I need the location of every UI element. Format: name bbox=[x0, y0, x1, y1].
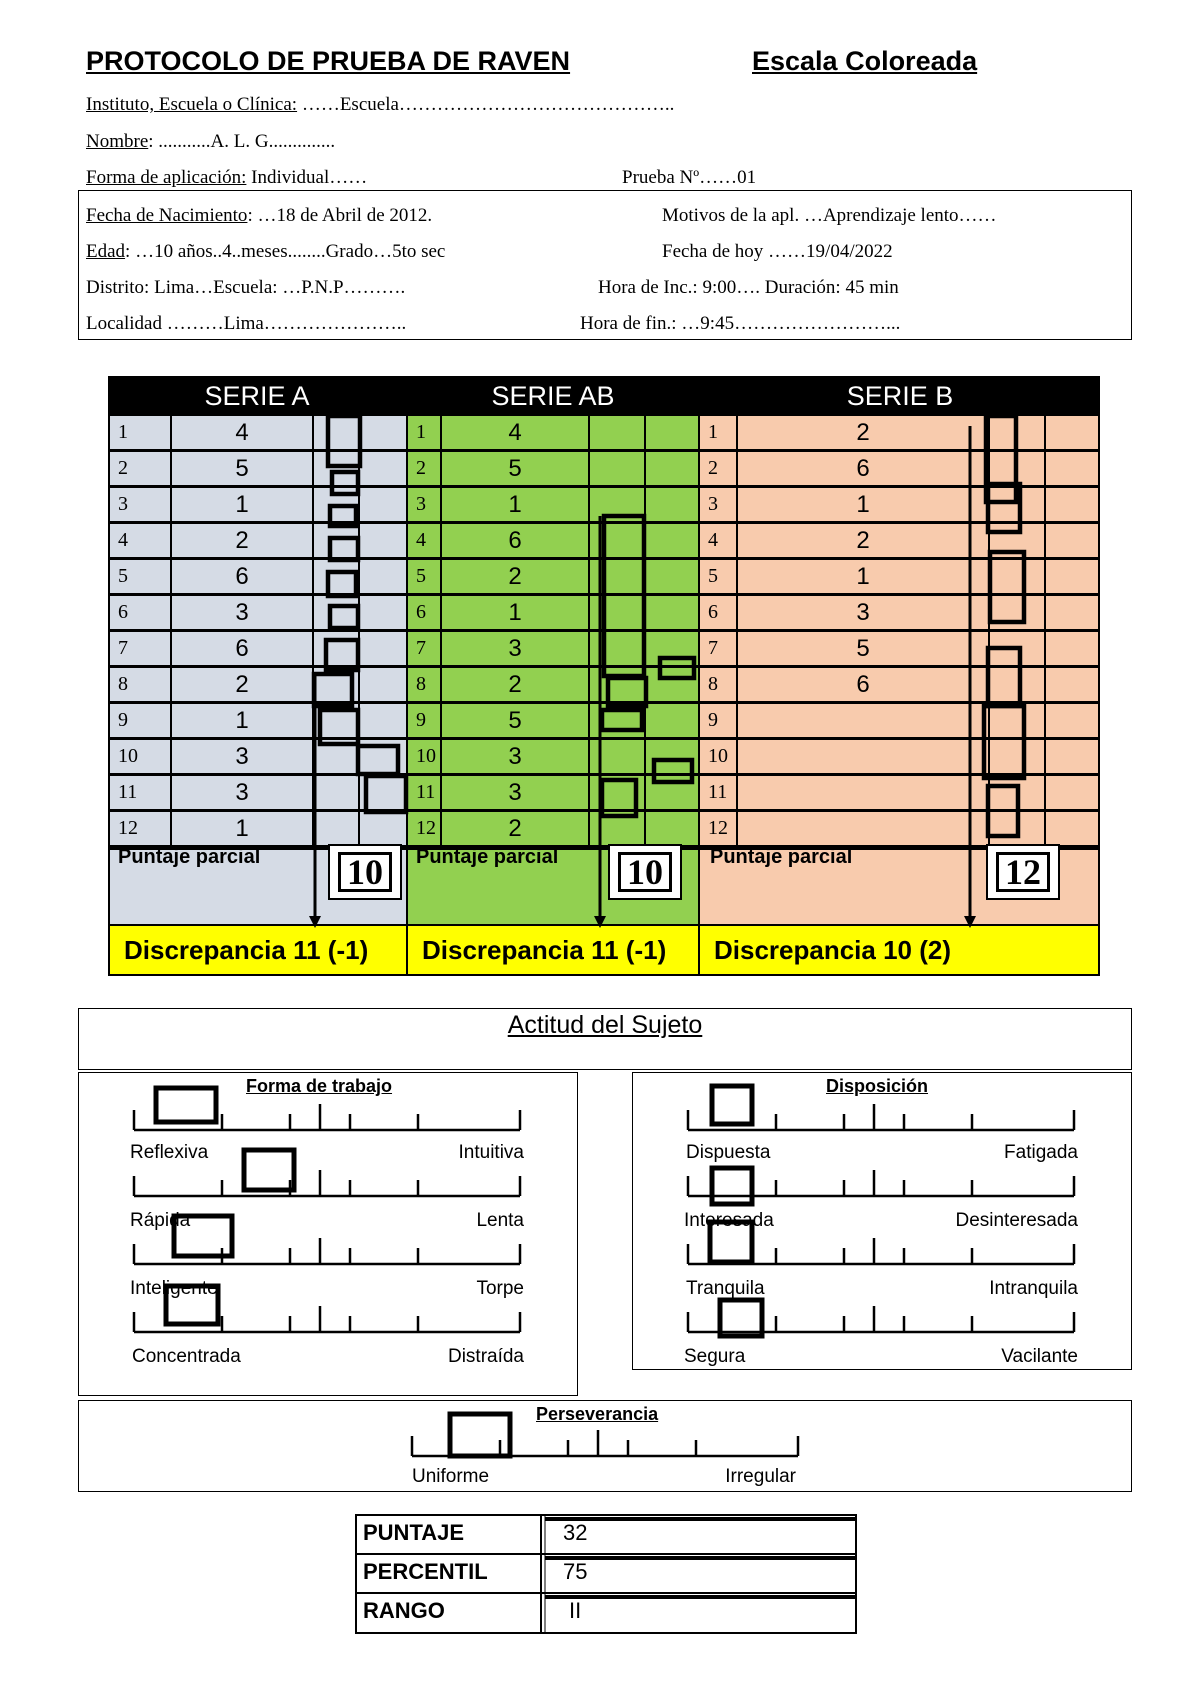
item-answer: 2 bbox=[442, 668, 588, 701]
institute-value: ……Escuela…………………………………….. bbox=[297, 94, 675, 115]
item-answer: 6 bbox=[738, 452, 988, 485]
item-number: 5 bbox=[110, 560, 170, 593]
scale-line bbox=[688, 1306, 1074, 1332]
series-a-discrepancy: Discrepancia 11 (-1) bbox=[110, 926, 406, 974]
series-a-score: 10 bbox=[338, 852, 392, 892]
form-label: Forma de aplicación: bbox=[86, 167, 247, 188]
series-ab-partial-label: Puntaje parcial bbox=[416, 846, 559, 868]
item-number: 6 bbox=[700, 596, 736, 629]
scale-right-label: Lenta bbox=[476, 1210, 524, 1231]
age-label: Edad bbox=[86, 241, 126, 262]
item-answer: 5 bbox=[442, 452, 588, 485]
selection-mark bbox=[720, 1300, 762, 1336]
disposition-title: Disposición bbox=[826, 1076, 929, 1096]
age-value: : …10 años..4..meses........Grado…5to sec bbox=[125, 241, 446, 262]
test-number: Prueba Nº……01 bbox=[622, 167, 757, 188]
series-a-partial-label: Puntaje parcial bbox=[118, 846, 261, 868]
result-label: RANGO bbox=[363, 1598, 445, 1623]
name-label: Nombre bbox=[86, 131, 149, 152]
scale-line bbox=[412, 1430, 798, 1456]
series-b-discrepancy: Discrepancia 10 (2) bbox=[700, 926, 1098, 974]
form-value: Individual…… bbox=[246, 167, 368, 188]
item-answer: 4 bbox=[442, 416, 588, 449]
result-table bbox=[355, 1514, 857, 1634]
item-number: 6 bbox=[110, 596, 170, 629]
selection-mark bbox=[244, 1150, 294, 1190]
item-answer: 3 bbox=[172, 596, 312, 629]
scale-right-label: Fatigada bbox=[1004, 1142, 1078, 1163]
item-answer: 5 bbox=[738, 632, 988, 665]
district-line: Distrito: Lima…Escuela: …P.N.P………. bbox=[86, 277, 406, 298]
series-a-header: SERIE A bbox=[204, 381, 310, 411]
series-b-score: 12 bbox=[996, 852, 1050, 892]
item-answer: 6 bbox=[172, 560, 312, 593]
scale-line bbox=[688, 1170, 1074, 1196]
item-number: 2 bbox=[700, 452, 736, 485]
item-answer: 2 bbox=[172, 668, 312, 701]
item-number: 6 bbox=[408, 596, 440, 629]
start-time-line: Hora de Inc.: 9:00…. Duración: 45 min bbox=[598, 277, 899, 298]
scale-line bbox=[134, 1306, 520, 1332]
item-number: 12 bbox=[408, 812, 440, 845]
selection-mark bbox=[156, 1088, 216, 1122]
item-number: 9 bbox=[110, 704, 170, 737]
scale-left-label: Dispuesta bbox=[686, 1142, 771, 1163]
item-number: 8 bbox=[408, 668, 440, 701]
item-answer: 3 bbox=[738, 596, 988, 629]
selection-mark bbox=[174, 1216, 232, 1256]
scale-line bbox=[134, 1238, 520, 1264]
item-answer: 5 bbox=[442, 704, 588, 737]
today-line: Fecha de hoy ……19/04/2022 bbox=[662, 241, 893, 262]
scale-left-label: Reflexiva bbox=[130, 1142, 209, 1163]
item-number: 4 bbox=[408, 524, 440, 557]
selection-mark bbox=[166, 1286, 218, 1324]
item-number: 5 bbox=[408, 560, 440, 593]
institute-label: Instituto, Escuela o Clínica: bbox=[86, 94, 298, 115]
item-answer: 1 bbox=[442, 596, 588, 629]
selection-mark bbox=[712, 1168, 752, 1204]
series-ab-score: 10 bbox=[618, 852, 672, 892]
scale-left-label: Segura bbox=[684, 1346, 746, 1367]
scale-right-label: Torpe bbox=[476, 1278, 524, 1299]
item-answer: 1 bbox=[172, 812, 312, 845]
item-number: 7 bbox=[110, 632, 170, 665]
item-number: 7 bbox=[408, 632, 440, 665]
scale-left-label: Rápida bbox=[130, 1210, 191, 1231]
item-number: 9 bbox=[700, 704, 736, 737]
item-number: 2 bbox=[110, 452, 170, 485]
scale-right-label: Intuitiva bbox=[458, 1142, 524, 1163]
item-answer: 1 bbox=[442, 488, 588, 521]
scale-title: Escala Coloreada bbox=[752, 46, 978, 76]
item-answer: 2 bbox=[442, 812, 588, 845]
item-number: 11 bbox=[408, 776, 440, 809]
perseverance-title: Perseverancia bbox=[536, 1404, 659, 1424]
item-answer: 3 bbox=[172, 740, 312, 773]
series-ab-header: SERIE AB bbox=[491, 381, 615, 411]
item-answer: 2 bbox=[172, 524, 312, 557]
birth-value: : …18 de Abril de 2012. bbox=[247, 205, 433, 226]
item-number: 5 bbox=[700, 560, 736, 593]
item-number: 10 bbox=[408, 740, 440, 773]
item-number: 10 bbox=[110, 740, 170, 773]
result-value: II bbox=[569, 1598, 582, 1623]
item-number: 11 bbox=[110, 776, 170, 809]
selection-mark bbox=[712, 1086, 752, 1124]
item-number: 12 bbox=[700, 812, 736, 845]
scale-left-label: Uniforme bbox=[412, 1466, 490, 1487]
scale-line bbox=[134, 1104, 520, 1130]
series-b-partial-label: Puntaje parcial bbox=[710, 846, 853, 868]
scale-right-label: Irregular bbox=[725, 1466, 796, 1487]
item-answer: 3 bbox=[442, 632, 588, 665]
scale-right-label: Intranquila bbox=[989, 1278, 1078, 1299]
item-answer: 2 bbox=[442, 560, 588, 593]
name-value: : ...........A. L. G.............. bbox=[148, 131, 336, 152]
result-label: PUNTAJE bbox=[363, 1520, 465, 1545]
scale-left-label: Inteligente bbox=[130, 1278, 218, 1299]
item-answer: 2 bbox=[738, 524, 988, 557]
work-title: Forma de trabajo bbox=[246, 1076, 393, 1096]
item-number: 10 bbox=[700, 740, 736, 773]
scale-line bbox=[134, 1170, 520, 1196]
item-answer: 6 bbox=[738, 668, 988, 701]
item-number: 9 bbox=[408, 704, 440, 737]
selection-mark bbox=[710, 1222, 752, 1262]
item-answer: 6 bbox=[442, 524, 588, 557]
item-answer: 3 bbox=[172, 776, 312, 809]
item-answer: 1 bbox=[738, 488, 988, 521]
item-number: 4 bbox=[110, 524, 170, 557]
result-grid bbox=[357, 1516, 855, 1632]
birth-label: Fecha de Nacimiento bbox=[86, 205, 248, 226]
series-ab-discrepancy: Discrepancia 11 (-1) bbox=[408, 926, 698, 974]
item-number: 1 bbox=[700, 416, 736, 449]
scale-left-label: Interesada bbox=[684, 1210, 774, 1231]
end-time-line: Hora de fin.: …9:45……………………... bbox=[580, 313, 901, 334]
series-b-header: SERIE B bbox=[846, 381, 954, 411]
item-answer: 3 bbox=[442, 740, 588, 773]
item-answer: 3 bbox=[442, 776, 588, 809]
scale-left-label: Concentrada bbox=[132, 1346, 241, 1367]
scale-left-label: Tranquila bbox=[686, 1278, 765, 1299]
item-number: 1 bbox=[110, 416, 170, 449]
item-number: 8 bbox=[110, 668, 170, 701]
item-number: 2 bbox=[408, 452, 440, 485]
result-value: 75 bbox=[563, 1559, 588, 1584]
item-answer: 4 bbox=[172, 416, 312, 449]
item-answer: 6 bbox=[172, 632, 312, 665]
page-title: PROTOCOLO DE PRUEBA DE RAVEN bbox=[86, 46, 571, 76]
item-number: 3 bbox=[700, 488, 736, 521]
item-number: 1 bbox=[408, 416, 440, 449]
item-answer: 1 bbox=[738, 560, 988, 593]
item-number: 3 bbox=[408, 488, 440, 521]
item-answer: 1 bbox=[172, 704, 312, 737]
item-answer: 5 bbox=[172, 452, 312, 485]
reason-line: Motivos de la apl. …Aprendizaje lento…… bbox=[662, 205, 997, 226]
scale-right-label: Distraída bbox=[447, 1346, 524, 1367]
result-value: 32 bbox=[563, 1520, 588, 1545]
item-number: 7 bbox=[700, 632, 736, 665]
item-number: 8 bbox=[700, 668, 736, 701]
item-number: 3 bbox=[110, 488, 170, 521]
item-answer: 1 bbox=[172, 488, 312, 521]
item-number: 4 bbox=[700, 524, 736, 557]
item-number: 12 bbox=[110, 812, 170, 845]
item-number: 11 bbox=[700, 776, 736, 809]
scale-right-label: Vacilante bbox=[1001, 1346, 1078, 1367]
scale-right-label: Desinteresada bbox=[955, 1210, 1078, 1231]
item-answer: 2 bbox=[738, 416, 988, 449]
result-label: PERCENTIL bbox=[363, 1559, 488, 1584]
attitude-title: Actitud del Sujeto bbox=[507, 1011, 703, 1039]
locality-line: Localidad ………Lima………………….. bbox=[86, 313, 407, 334]
